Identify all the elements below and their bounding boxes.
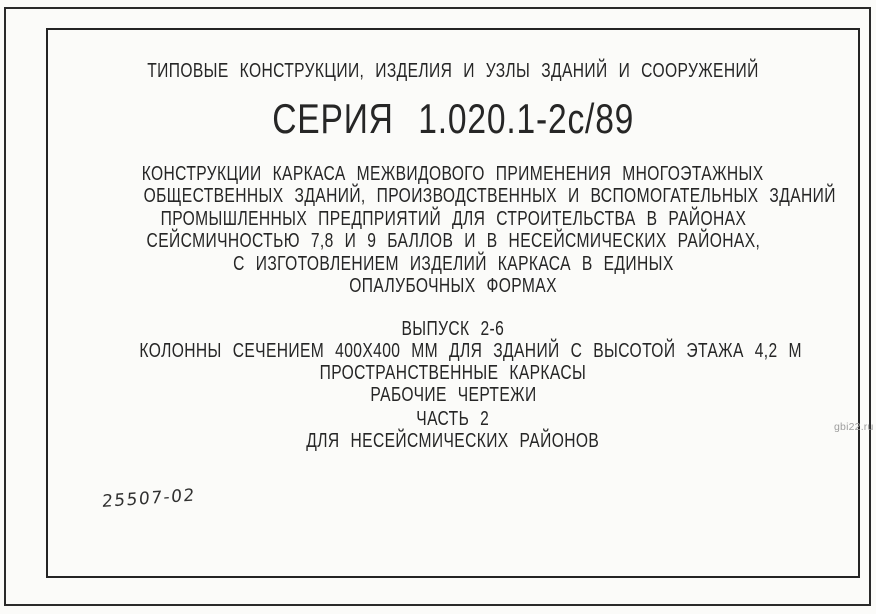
handwritten-inventory-code: 25507-02 [101,485,197,513]
document-header-line [46,60,860,82]
description-block [46,163,860,297]
issue-block [46,318,860,406]
description-line: ОПАЛУБОЧНЫХ ФОРМАХ [349,275,557,298]
site-watermark: gbi22.ru [834,421,874,433]
issue-content-line: КОЛОННЫ СЕЧЕНИЕМ 400X400 ММ ДЛЯ ЗДАНИЙ С ВЫСОТОЙ ЭТАЖА 4,2 М [139,340,802,362]
series-title-text: СЕРИЯ 1.020.1-2с/89 [272,95,634,142]
description-line: СЕЙСМИЧНОСТЬЮ 7,8 И 9 БАЛЛОВ И В НЕСЕЙСМИЧЕСКИХ РАЙОНАХ, [146,230,760,253]
issue-content-line: ПРОСТРАНСТВЕННЫЕ КАРКАСЫ [319,362,587,384]
document-header-text: ТИПОВЫЕ КОНСТРУКЦИИ, ИЗДЕЛИЯ И УЗЛЫ ЗДАНИЙ И СООРУЖЕНИЙ [147,60,759,82]
series-title [46,97,860,141]
issue-number-line: ВЫПУСК 2-6 [401,318,505,340]
description-line: ПРОМЫШЛЕННЫХ ПРЕДПРИЯТИЙ ДЛЯ СТРОИТЕЛЬСТВА В РАЙОНАХ [160,207,746,230]
description-line: КОНСТРУКЦИИ КАРКАСА МЕЖВИДОВОГО ПРИМЕНЕНИЯ МНОГОЭТАЖНЫХ [142,163,764,185]
part-block [46,409,860,452]
part-region-line: ДЛЯ НЕСЕЙСМИЧЕСКИХ РАЙОНОВ [306,429,600,452]
description-line: С ИЗГОТОВЛЕНИЕМ ИЗДЕЛИЙ КАРКАСА В ЕДИНЫХ [232,252,674,275]
issue-content-line: РАБОЧИЕ ЧЕРТЕЖИ [369,384,537,406]
part-number-line: ЧАСТЬ 2 [416,408,490,430]
description-line: ОБЩЕСТВЕННЫХ ЗДАНИЙ, ПРОИЗВОДСТВЕННЫХ И ВСПОМОГАТЕЛЬНЫХ ЗДАНИЙ [143,185,836,208]
